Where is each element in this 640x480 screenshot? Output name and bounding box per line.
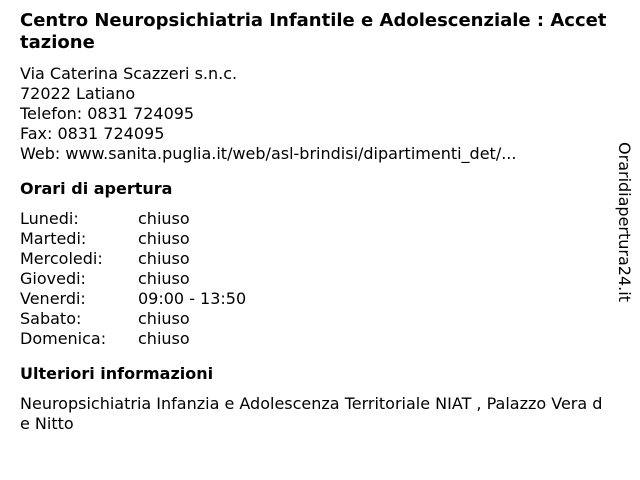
day-hours: chiuso	[138, 249, 190, 268]
brand-label: Oraridiapertura24.it	[615, 142, 634, 302]
day-label: Venerdi:	[20, 289, 86, 308]
hours-row-wednesday	[20, 249, 610, 269]
day-hours: chiuso	[138, 229, 190, 248]
phone-number: Telefon: 0831 724095	[20, 104, 195, 123]
content	[20, 10, 610, 434]
hours-row-saturday	[20, 309, 610, 329]
day-hours: chiuso	[138, 329, 190, 348]
day-label: Sabato:	[20, 309, 82, 328]
hours-row-friday	[20, 289, 610, 309]
hours-row-sunday	[20, 329, 610, 349]
opening-hours-heading: Orari di apertura	[20, 179, 173, 198]
address-street: Via Caterina Scazzeri s.n.c.	[20, 64, 238, 83]
day-label: Lunedi:	[20, 209, 79, 228]
website-link[interactable]: Web: www.sanita.puglia.it/web/asl-brindisi/dipartimenti_det/...	[20, 144, 517, 163]
day-label: Martedi:	[20, 229, 87, 248]
page-title: Centro Neuropsichiatria Infantile e Adolescenziale : Accettazione	[20, 10, 607, 53]
day-label: Domenica:	[20, 329, 107, 348]
hours-row-monday	[20, 209, 610, 229]
address-block	[20, 64, 610, 164]
address-city: 72022 Latiano	[20, 84, 136, 103]
day-label: Mercoledi:	[20, 249, 103, 268]
more-info-heading: Ulteriori informazioni	[20, 364, 214, 383]
hours-row-thursday	[20, 269, 610, 289]
day-label: Giovedi:	[20, 269, 86, 288]
day-hours: chiuso	[138, 309, 190, 328]
hours-row-tuesday	[20, 229, 610, 249]
day-hours: 09:00 - 13:50	[138, 289, 247, 308]
day-hours: chiuso	[138, 269, 190, 288]
opening-hours-table	[20, 209, 610, 349]
day-hours: chiuso	[138, 209, 190, 228]
more-info-text: Neuropsichiatria Infanzia e Adolescenza Territoriale NIAT , Palazzo Vera de Nitto	[20, 394, 603, 433]
fax-number: Fax: 0831 724095	[20, 124, 165, 143]
brand-watermark	[614, 134, 634, 310]
